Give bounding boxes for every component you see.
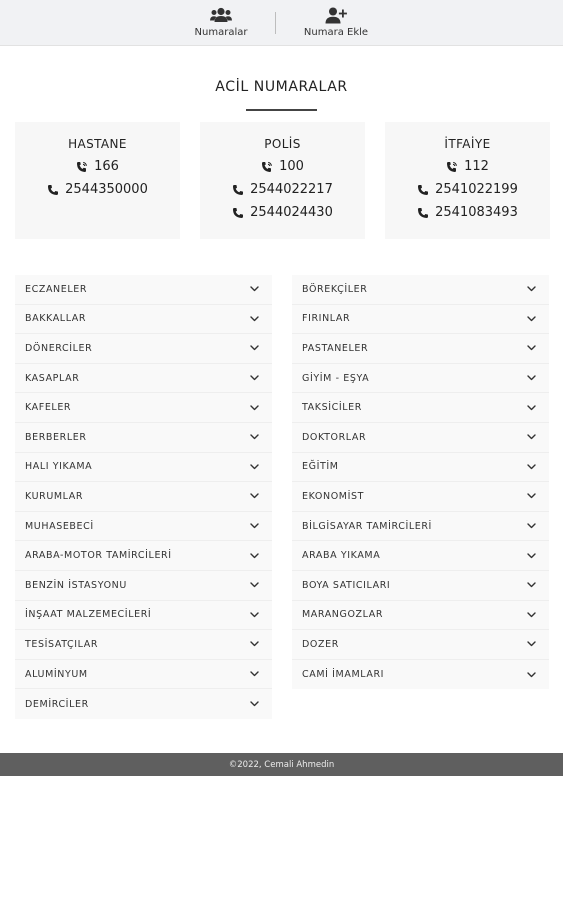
chevron-down-icon — [527, 641, 536, 647]
category-label: BERBERLER — [25, 431, 87, 443]
category-item[interactable] — [292, 453, 549, 483]
chevron-down-icon — [527, 523, 536, 529]
category-label: TAKSİCİLER — [302, 402, 362, 414]
category-label: DOKTORLAR — [302, 431, 367, 443]
chevron-down-icon — [250, 612, 259, 618]
emergency-card-title: HASTANE — [68, 137, 127, 151]
emergency-phone-number[interactable] — [385, 178, 550, 201]
emergency-phone-number[interactable] — [15, 178, 180, 201]
category-item[interactable] — [15, 275, 272, 305]
category-item[interactable] — [292, 482, 549, 512]
phone-icon — [232, 184, 244, 196]
emergency-phone-number-text: 2544024430 — [250, 205, 333, 220]
category-item[interactable] — [15, 601, 272, 631]
category-list-right — [292, 275, 549, 689]
emergency-phone-number[interactable] — [200, 178, 365, 201]
category-item[interactable] — [292, 393, 549, 423]
emergency-short-number-text: 112 — [464, 159, 489, 174]
emergency-card-fire — [385, 122, 550, 239]
emergency-phone-number[interactable] — [385, 201, 550, 224]
nav-add-number-label: Numara Ekle — [303, 27, 369, 38]
emergency-phone-number-text: 2541022199 — [435, 182, 518, 197]
chevron-down-icon — [250, 434, 259, 440]
user-plus-icon — [325, 6, 347, 24]
category-item[interactable] — [15, 305, 272, 335]
phone-icon — [417, 184, 429, 196]
category-item[interactable] — [292, 660, 549, 690]
category-label: DOZER — [302, 638, 339, 650]
emergency-card-title: POLİS — [264, 137, 301, 151]
category-item[interactable] — [15, 334, 272, 364]
emergency-phone-number[interactable] — [200, 201, 365, 224]
chevron-down-icon — [527, 405, 536, 411]
emergency-card-title: İTFAİYE — [444, 137, 491, 151]
chevron-down-icon — [527, 672, 536, 678]
phone-volume-icon — [446, 161, 458, 173]
category-item[interactable] — [15, 364, 272, 394]
page-title: ACİL NUMARALAR — [215, 79, 348, 95]
category-item[interactable] — [15, 423, 272, 453]
chevron-down-icon — [250, 553, 259, 559]
category-list-left — [15, 275, 272, 719]
chevron-down-icon — [527, 375, 536, 381]
category-item[interactable] — [15, 512, 272, 542]
category-label: ALUMİNYUM — [25, 668, 88, 680]
category-label: GİYİM - EŞYA — [302, 372, 370, 384]
category-item[interactable] — [15, 571, 272, 601]
emergency-short-number[interactable] — [15, 155, 180, 178]
phone-volume-icon — [76, 161, 88, 173]
category-label: BENZİN İSTASYONU — [25, 579, 127, 591]
nav-numbers-label: Numaralar — [194, 27, 248, 38]
chevron-down-icon — [250, 641, 259, 647]
category-label: ECZANELER — [25, 283, 88, 295]
chevron-down-icon — [527, 316, 536, 322]
phone-icon — [417, 207, 429, 219]
category-label: HALI YIKAMA — [25, 461, 93, 473]
chevron-down-icon — [250, 316, 259, 322]
emergency-card-police — [200, 122, 365, 239]
category-item[interactable] — [292, 364, 549, 394]
category-item[interactable] — [292, 512, 549, 542]
emergency-phone-number-text: 2544350000 — [65, 182, 148, 197]
category-label: DÖNERCİLER — [25, 342, 93, 354]
category-label: KASAPLAR — [25, 372, 80, 384]
category-label: KAFELER — [25, 402, 72, 414]
phone-volume-icon — [261, 161, 273, 173]
category-label: ARABA YIKAMA — [302, 550, 381, 562]
users-icon — [210, 6, 232, 24]
chevron-down-icon — [527, 493, 536, 499]
category-item[interactable] — [292, 275, 549, 305]
chevron-down-icon — [250, 286, 259, 292]
emergency-phone-number-text: 2541083493 — [435, 205, 518, 220]
category-label: İNŞAAT MALZEMECİLERİ — [25, 609, 152, 621]
chevron-down-icon — [250, 701, 259, 707]
category-item[interactable] — [15, 453, 272, 483]
category-label: ARABA-MOTOR TAMİRCİLERİ — [25, 550, 172, 562]
chevron-down-icon — [527, 286, 536, 292]
nav-add-number-button[interactable] — [298, 6, 374, 42]
emergency-short-number-text: 100 — [279, 159, 304, 174]
emergency-card-hospital — [15, 122, 180, 239]
chevron-down-icon — [250, 405, 259, 411]
category-label: CAMİ İMAMLARI — [302, 669, 385, 681]
chevron-down-icon — [250, 582, 259, 588]
category-item[interactable] — [15, 630, 272, 660]
category-item[interactable] — [15, 482, 272, 512]
emergency-short-number[interactable] — [200, 155, 365, 178]
chevron-down-icon — [250, 523, 259, 529]
category-item[interactable] — [292, 601, 549, 631]
category-label: MARANGOZLAR — [302, 609, 384, 621]
category-label: BÖREKÇİLER — [302, 283, 368, 295]
category-label: BOYA SATICILARI — [302, 579, 391, 591]
chevron-down-icon — [527, 553, 536, 559]
chevron-down-icon — [250, 671, 259, 677]
category-label: EKONOMİST — [302, 490, 365, 502]
chevron-down-icon — [527, 434, 536, 440]
chevron-down-icon — [250, 464, 259, 470]
category-item[interactable] — [292, 630, 549, 660]
category-item[interactable] — [292, 571, 549, 601]
footer — [0, 753, 563, 776]
chevron-down-icon — [527, 464, 536, 470]
chevron-down-icon — [250, 375, 259, 381]
nav-numbers-button[interactable] — [188, 6, 254, 42]
category-item[interactable] — [15, 541, 272, 571]
category-label: MUHASEBECİ — [25, 520, 94, 532]
title-underline — [246, 109, 317, 111]
category-label: DEMİRCİLER — [25, 698, 89, 710]
top-nav-bar — [0, 0, 563, 46]
emergency-short-number[interactable] — [385, 155, 550, 178]
chevron-down-icon — [527, 345, 536, 351]
emergency-phone-number-text: 2544022217 — [250, 182, 333, 197]
category-label: BİLGİSAYAR TAMİRCİLERİ — [302, 520, 432, 532]
phone-icon — [47, 184, 59, 196]
chevron-down-icon — [250, 493, 259, 499]
chevron-down-icon — [527, 612, 536, 618]
category-item[interactable] — [15, 660, 272, 690]
category-item[interactable] — [292, 423, 549, 453]
category-item[interactable] — [292, 334, 549, 364]
category-item[interactable] — [292, 305, 549, 335]
category-label: PASTANELER — [302, 342, 369, 354]
category-label: FIRINLAR — [302, 313, 351, 325]
category-label: BAKKALLAR — [25, 313, 87, 325]
category-item[interactable] — [292, 541, 549, 571]
footer-copyright: ©2022, Cemali Ahmedin — [228, 759, 335, 770]
category-label: KURUMLAR — [25, 490, 84, 502]
category-item[interactable] — [15, 393, 272, 423]
chevron-down-icon — [250, 345, 259, 351]
category-label: EĞİTİM — [302, 461, 339, 473]
chevron-down-icon — [527, 582, 536, 588]
emergency-short-number-text: 166 — [94, 159, 119, 174]
category-item[interactable] — [15, 689, 272, 719]
category-label: TESİSATÇILAR — [25, 638, 99, 650]
nav-divider — [275, 12, 276, 34]
phone-icon — [232, 207, 244, 219]
